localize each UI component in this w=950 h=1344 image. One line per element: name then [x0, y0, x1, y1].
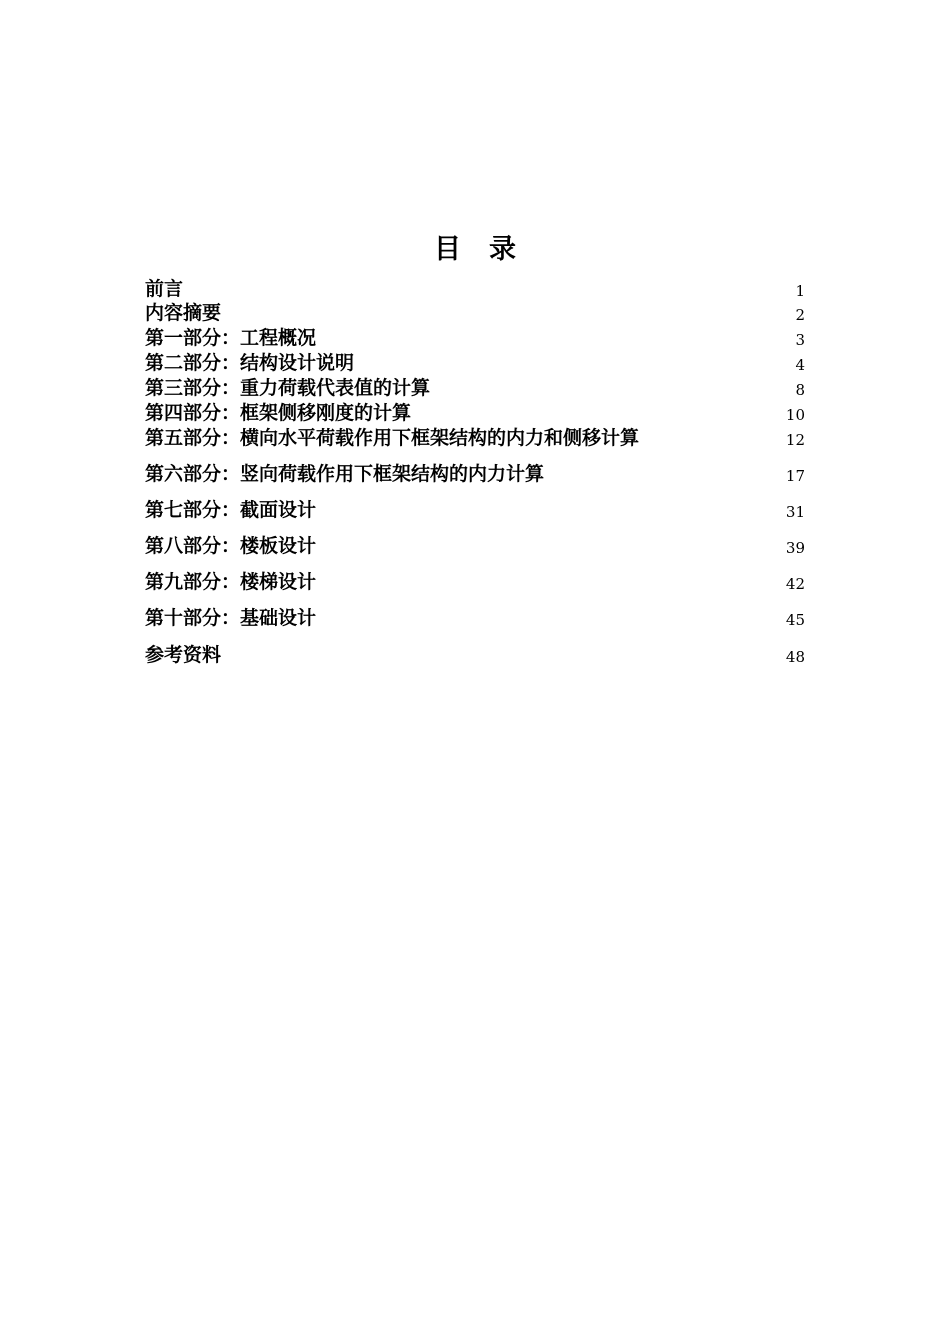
toc-entry-label: 参考资料	[145, 644, 222, 666]
toc-entry-label: 第二部分：结构设计说明	[145, 352, 355, 374]
toc-entry-label: 第十部分：基础设计	[145, 607, 317, 629]
toc-dot-leader	[197, 282, 794, 296]
toc-page-number: 45	[785, 611, 805, 629]
toc-dot-leader	[318, 575, 785, 589]
toc-dot-leader	[223, 306, 794, 320]
toc-page-number: 1	[795, 282, 805, 300]
toc-entry-label: 第七部分：截面设计	[145, 499, 317, 521]
toc-title-char-2: 录	[489, 234, 516, 265]
toc-page-number: 39	[785, 539, 805, 557]
toc-entry-part-7[interactable]	[145, 497, 805, 521]
toc-entry-part-1[interactable]	[145, 325, 805, 349]
toc-entry-label: 第八部分：楼板设计	[145, 535, 317, 557]
toc-dot-leader	[318, 539, 785, 553]
toc-entry-preface[interactable]	[145, 276, 805, 300]
toc-entry-part-4[interactable]	[145, 400, 805, 424]
toc-page-number: 31	[785, 503, 805, 521]
toc-entry-label: 第四部分：框架侧移刚度的计算	[145, 402, 412, 424]
toc-entry-label: 第六部分：竖向荷载作用下框架结构的内力计算	[145, 463, 545, 485]
toc-dot-leader	[546, 467, 785, 481]
toc-entry-label: 第五部分：横向水平荷载作用下框架结构的内力和侧移计算	[145, 427, 640, 449]
toc-title-char-1: 目	[434, 234, 461, 265]
toc-dot-leader	[235, 648, 785, 662]
toc-entry-label: 内容摘要	[145, 302, 222, 324]
toc-page-number: 8	[795, 381, 805, 399]
toc-entry-abstract[interactable]	[145, 300, 805, 324]
toc-entry-label: 第三部分：重力荷载代表值的计算	[145, 377, 431, 399]
toc-entry-label: 前言	[145, 278, 184, 300]
toc-entry-references[interactable]	[145, 642, 805, 666]
toc-entry-part-6[interactable]	[145, 461, 805, 485]
toc-page-number: 42	[785, 575, 805, 593]
toc-dot-leader	[413, 406, 785, 420]
toc-entry-part-9[interactable]	[145, 569, 805, 593]
toc-entry-part-5[interactable]	[145, 425, 805, 449]
toc-entry-label: 第九部分：楼梯设计	[145, 571, 317, 593]
toc-dot-leader	[318, 503, 785, 517]
toc-entry-part-8[interactable]	[145, 533, 805, 557]
toc-entry-part-2[interactable]	[145, 350, 805, 374]
toc-page-number: 10	[785, 406, 805, 424]
toc-page-number: 4	[795, 356, 805, 374]
toc-page-number: 48	[785, 648, 805, 666]
toc-page-number: 12	[785, 431, 805, 449]
toc-entry-part-3[interactable]	[145, 375, 805, 399]
toc-entry-part-10[interactable]	[145, 605, 805, 629]
toc-page-number: 3	[795, 331, 805, 349]
toc-page-number: 2	[795, 306, 805, 324]
toc-dot-leader	[318, 331, 794, 345]
toc-dot-leader	[444, 381, 794, 395]
toc-title	[0, 230, 950, 270]
toc-dot-leader	[318, 611, 785, 625]
toc-entry-label: 第一部分：工程概况	[145, 327, 317, 349]
toc-dot-leader	[356, 356, 794, 370]
toc-page-number: 17	[785, 467, 805, 485]
toc-dot-leader	[641, 431, 785, 445]
